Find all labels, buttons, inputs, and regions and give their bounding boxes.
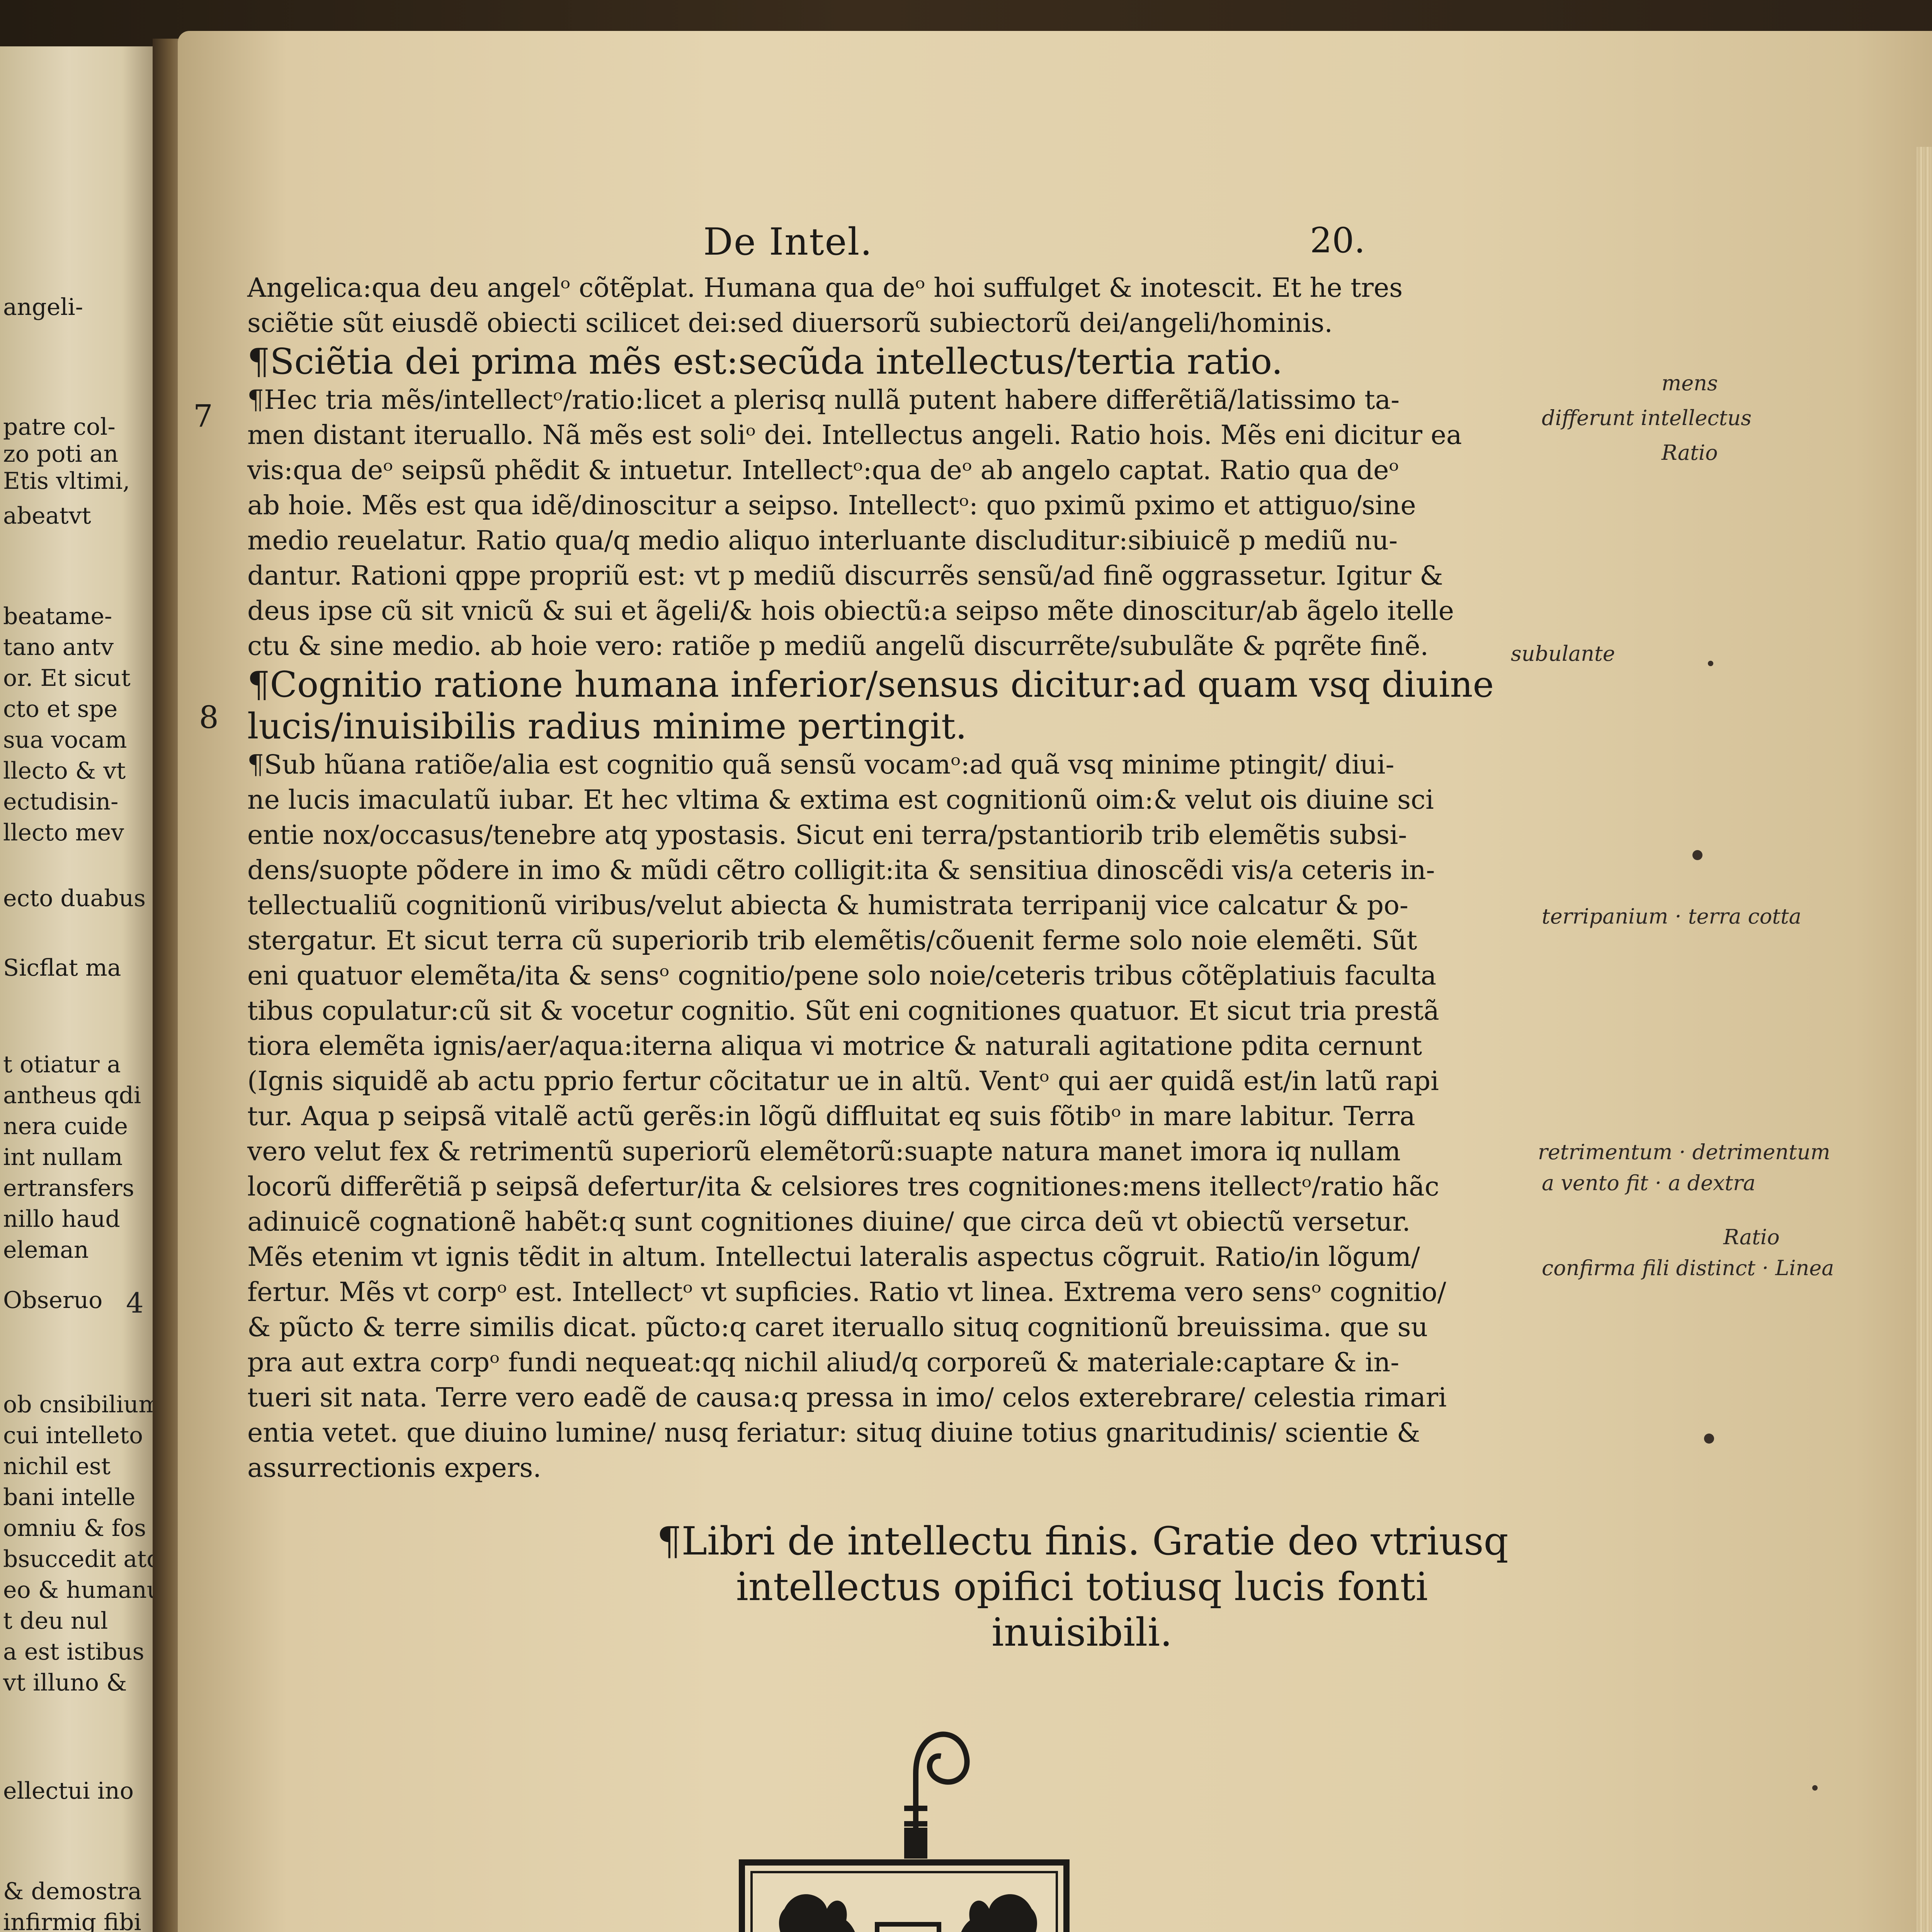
handwritten-note: Ratio	[1723, 1225, 1780, 1249]
handwritten-note: a vento fit · a dextra	[1542, 1171, 1755, 1195]
handwritten-note: differunt intellectus	[1542, 406, 1752, 430]
text-line: dantur. Rationi qppe propriũ est: vt p mediũ discurrẽs sensũ/ad finẽ oggrassetur. Igitur &	[247, 558, 1492, 594]
left-page-line: abeatvt	[3, 502, 123, 529]
left-page-line: llecto & vt	[3, 757, 123, 784]
left-page-line: infirmig fibi	[3, 1909, 123, 1932]
left-page-line: Obseruo	[3, 1287, 123, 1314]
text-line: adinuicẽ cognationẽ habẽt:q sunt cognitiones diuine/ que circa deũ vt obiectũ versetur.	[247, 1204, 1492, 1240]
left-page-line: cui intelleto	[3, 1422, 123, 1449]
text-line: vero velut fex & retrimentũ superiorũ elemẽtorũ:suapte natura manet imora iq nullam	[247, 1134, 1492, 1169]
heading-line: ¶Sciẽtia dei prima mẽs est:secũda intellectus/tertia ratio.	[247, 341, 1492, 383]
left-page-line: Etis vltimi,	[3, 468, 123, 495]
text-line: sciẽtie sũt eiusdẽ obiecti scilicet dei:sed diuersorũ subiectorũ dei/angeli/hominis.	[247, 306, 1492, 341]
text-line: medio reuelatur. Ratio qua/q medio aliquo interluante discluditur:sibiuicẽ p mediũ nu-	[247, 523, 1492, 558]
text-line: tiora elemẽta ignis/aer/aqua:iterna aliqua vi motrice & naturali agitatione pdita cernunt	[247, 1029, 1492, 1064]
left-page-line: ecto duabus	[3, 885, 123, 912]
heading-line: ¶Cognitio ratione humana inferior/sensus dicitur:ad quam vsq diuine	[247, 664, 1492, 706]
left-page-line: t otiatur a	[3, 1051, 123, 1078]
text-line: Angelica:qua deu angelᵒ cõtẽplat. Humana qua deᵒ hoi suffulget & inotescit. Et he tres	[247, 270, 1492, 306]
handwritten-note: terripanium · terra cotta	[1542, 904, 1801, 929]
left-page-line: t deu nul	[3, 1607, 123, 1634]
left-page-line: beatame-	[3, 603, 123, 630]
text-line: tueri sit nata. Terre vero eadẽ de causa:q pressa in imo/ celos exterebrare/ celestia rimari	[247, 1380, 1492, 1415]
text-line: locorũ differẽtiã p seipsã defertur/ita & celsiores tres cognitiones:mens itellectᵒ/ratio hãc	[247, 1169, 1492, 1204]
left-page-line: int nullam	[3, 1144, 123, 1171]
colophon-line: intellectus opifici totiusq lucis fonti	[657, 1564, 1507, 1610]
left-page-line: eo & humanu	[3, 1577, 123, 1604]
left-page-line: ectudisin-	[3, 788, 123, 815]
left-page-line: ellectui ino	[3, 1777, 123, 1804]
text-line: entie nox/occasus/tenebre atq ypostasis. Sicut eni terra/pstantiorib trib elemẽtis subsi-	[247, 818, 1492, 853]
left-page-line: tano antv	[3, 634, 123, 661]
left-page-line: ertransfers	[3, 1175, 123, 1202]
text-line: tibus copulatur:cũ sit & vocetur cognitio. Sũt eni cognitiones quatuor. Et sicut tria prestã	[247, 993, 1492, 1029]
handwritten-note: retrimentum · detrimentum	[1538, 1140, 1830, 1164]
text-line: ab hoie. Mẽs est qua idẽ/dinoscitur a seipso. Intellectᵒ: quo pximũ pximo et attiguo/sine	[247, 488, 1492, 523]
text-line: dens/suopte põdere in imo & mũdi cẽtro colligit:ita & sensitiua dinoscẽdi vis/a ceteris in-	[247, 853, 1492, 888]
left-page-line: or. Et sicut	[3, 665, 123, 692]
text-line: entia vetet. que diuino lumine/ nusq feriatur: situq diuine totius gnaritudinis/ scientie &	[247, 1415, 1492, 1451]
text-line: fertur. Mẽs vt corpᵒ est. Intellectᵒ vt supficies. Ratio vt linea. Extrema vero sensᵒ cognitio/	[247, 1275, 1492, 1310]
text-line: stergatur. Et sicut terra cũ superiorib trib elemẽtis/cõuenit ferme solo noie elemẽti. Sũt	[247, 923, 1492, 958]
left-page-line: sua vocam	[3, 726, 123, 753]
left-page-line: nillo haud	[3, 1206, 123, 1233]
left-page-line-number: 4	[126, 1287, 144, 1319]
text-line: vis:qua deᵒ seipsũ phẽdit & intuetur. Intellectᵒ:qua deᵒ ab angelo captat. Ratio qua deᵒ	[247, 453, 1492, 488]
heading-line: lucis/inuisibilis radius minime pertingit.	[247, 706, 1492, 747]
margin-line-number: 7	[193, 398, 213, 434]
text-line: (Ignis siquidẽ ab actu pprio fertur cõcitatur ue in altũ. Ventᵒ qui aer quidã est/in latũ rapi	[247, 1064, 1492, 1099]
left-page-line: vt illuno &	[3, 1669, 123, 1696]
text-line: assurrectionis expers.	[247, 1451, 1492, 1486]
left-page-line: omniu & fos	[3, 1515, 123, 1542]
left-page-line: a est istibus	[3, 1638, 123, 1665]
text-line: pra aut extra corpᵒ fundi nequeat:qq nichil aliud/q corporeũ & materiale:captare & in-	[247, 1345, 1492, 1380]
left-page-line: nera cuide	[3, 1113, 123, 1140]
colophon-line: inuisibili.	[657, 1610, 1507, 1655]
left-page-line: bsuccedit atq	[3, 1546, 123, 1573]
text-line: tellectualiũ cognitionũ viribus/velut abiecta & humistrata terripanij vice calcatur & po-	[247, 888, 1492, 923]
left-page-line: zo poti an	[3, 440, 123, 468]
text-line: men distant iteruallo. Nã mẽs est soliᵒ dei. Intellectus angeli. Ratio hois. Mẽs eni dicitur ea	[247, 418, 1492, 453]
text-line: ¶Hec tria mẽs/intellectᵒ/ratio:licet a plerisq nullã putent habere differẽtiã/latissimo ta-	[247, 383, 1492, 418]
text-line: Mẽs etenim vt ignis tẽdit in altum. Intellectui lateralis aspectus cõgruit. Ratio/in lõgum/	[247, 1240, 1492, 1275]
colophon-line: ¶Libri de intellectu finis. Gratie deo vtriusq	[657, 1519, 1507, 1564]
left-page-line: ob cnsibilium	[3, 1391, 123, 1418]
text-line: ¶Sub hũana ratiõe/alia est cognitio quã sensũ vocamᵒ:ad quã vsq minime ptingit/ diui-	[247, 747, 1492, 782]
handwritten-note: mens	[1662, 371, 1718, 395]
left-page-line: & demostra	[3, 1878, 123, 1905]
left-page-line: cto et spe	[3, 696, 123, 723]
left-page-line: patre col-	[3, 413, 123, 440]
handwritten-note: confirma fili distinct · Linea	[1542, 1256, 1834, 1280]
text-line: deus ipse cũ sit vnicũ & sui et ãgeli/& hois obiectũ:a seipso mẽte dinoscitur/ab ãgelo itelle	[247, 594, 1492, 629]
left-page-line: eleman	[3, 1236, 123, 1264]
left-page-line: nichil est	[3, 1453, 123, 1480]
text-line: tur. Aqua p seipsã vitalẽ actũ gerẽs:in lõgũ diffluitat eq suis fõtibᵒ in mare labitur. Terra	[247, 1099, 1492, 1134]
left-page-line: Sicflat ma	[3, 954, 123, 981]
left-page-line: llecto mev	[3, 819, 123, 846]
left-page-line: antheus qdi	[3, 1082, 123, 1109]
left-page-line: angeli-	[3, 294, 123, 321]
margin-line-number: 8	[199, 699, 219, 735]
text-line: ne lucis imaculatũ iubar. Et hec vltima & extima est cognitionũ oim:& velut ois diuine sci	[247, 782, 1492, 818]
handwritten-note: subulante	[1511, 641, 1615, 666]
text-line: eni quatuor elemẽta/ita & sensᵒ cognitio/pene solo noie/ceteris tribus cõtẽplatiuis faculta	[247, 958, 1492, 993]
handwritten-note: Ratio	[1662, 440, 1718, 465]
folio-number: 20.	[1310, 220, 1365, 261]
text-line: & pũcto & terre similis dicat. pũcto:q caret iteruallo situq cognitionũ breuissima. que su	[247, 1310, 1492, 1345]
running-head-title: De Intel.	[703, 220, 873, 264]
text-line: ctu & sine medio. ab hoie vero: ratiõe p mediũ angelũ discurrẽte/subulãte & pqrẽte finẽ.	[247, 629, 1492, 664]
left-page-line: bani intelle	[3, 1484, 123, 1511]
